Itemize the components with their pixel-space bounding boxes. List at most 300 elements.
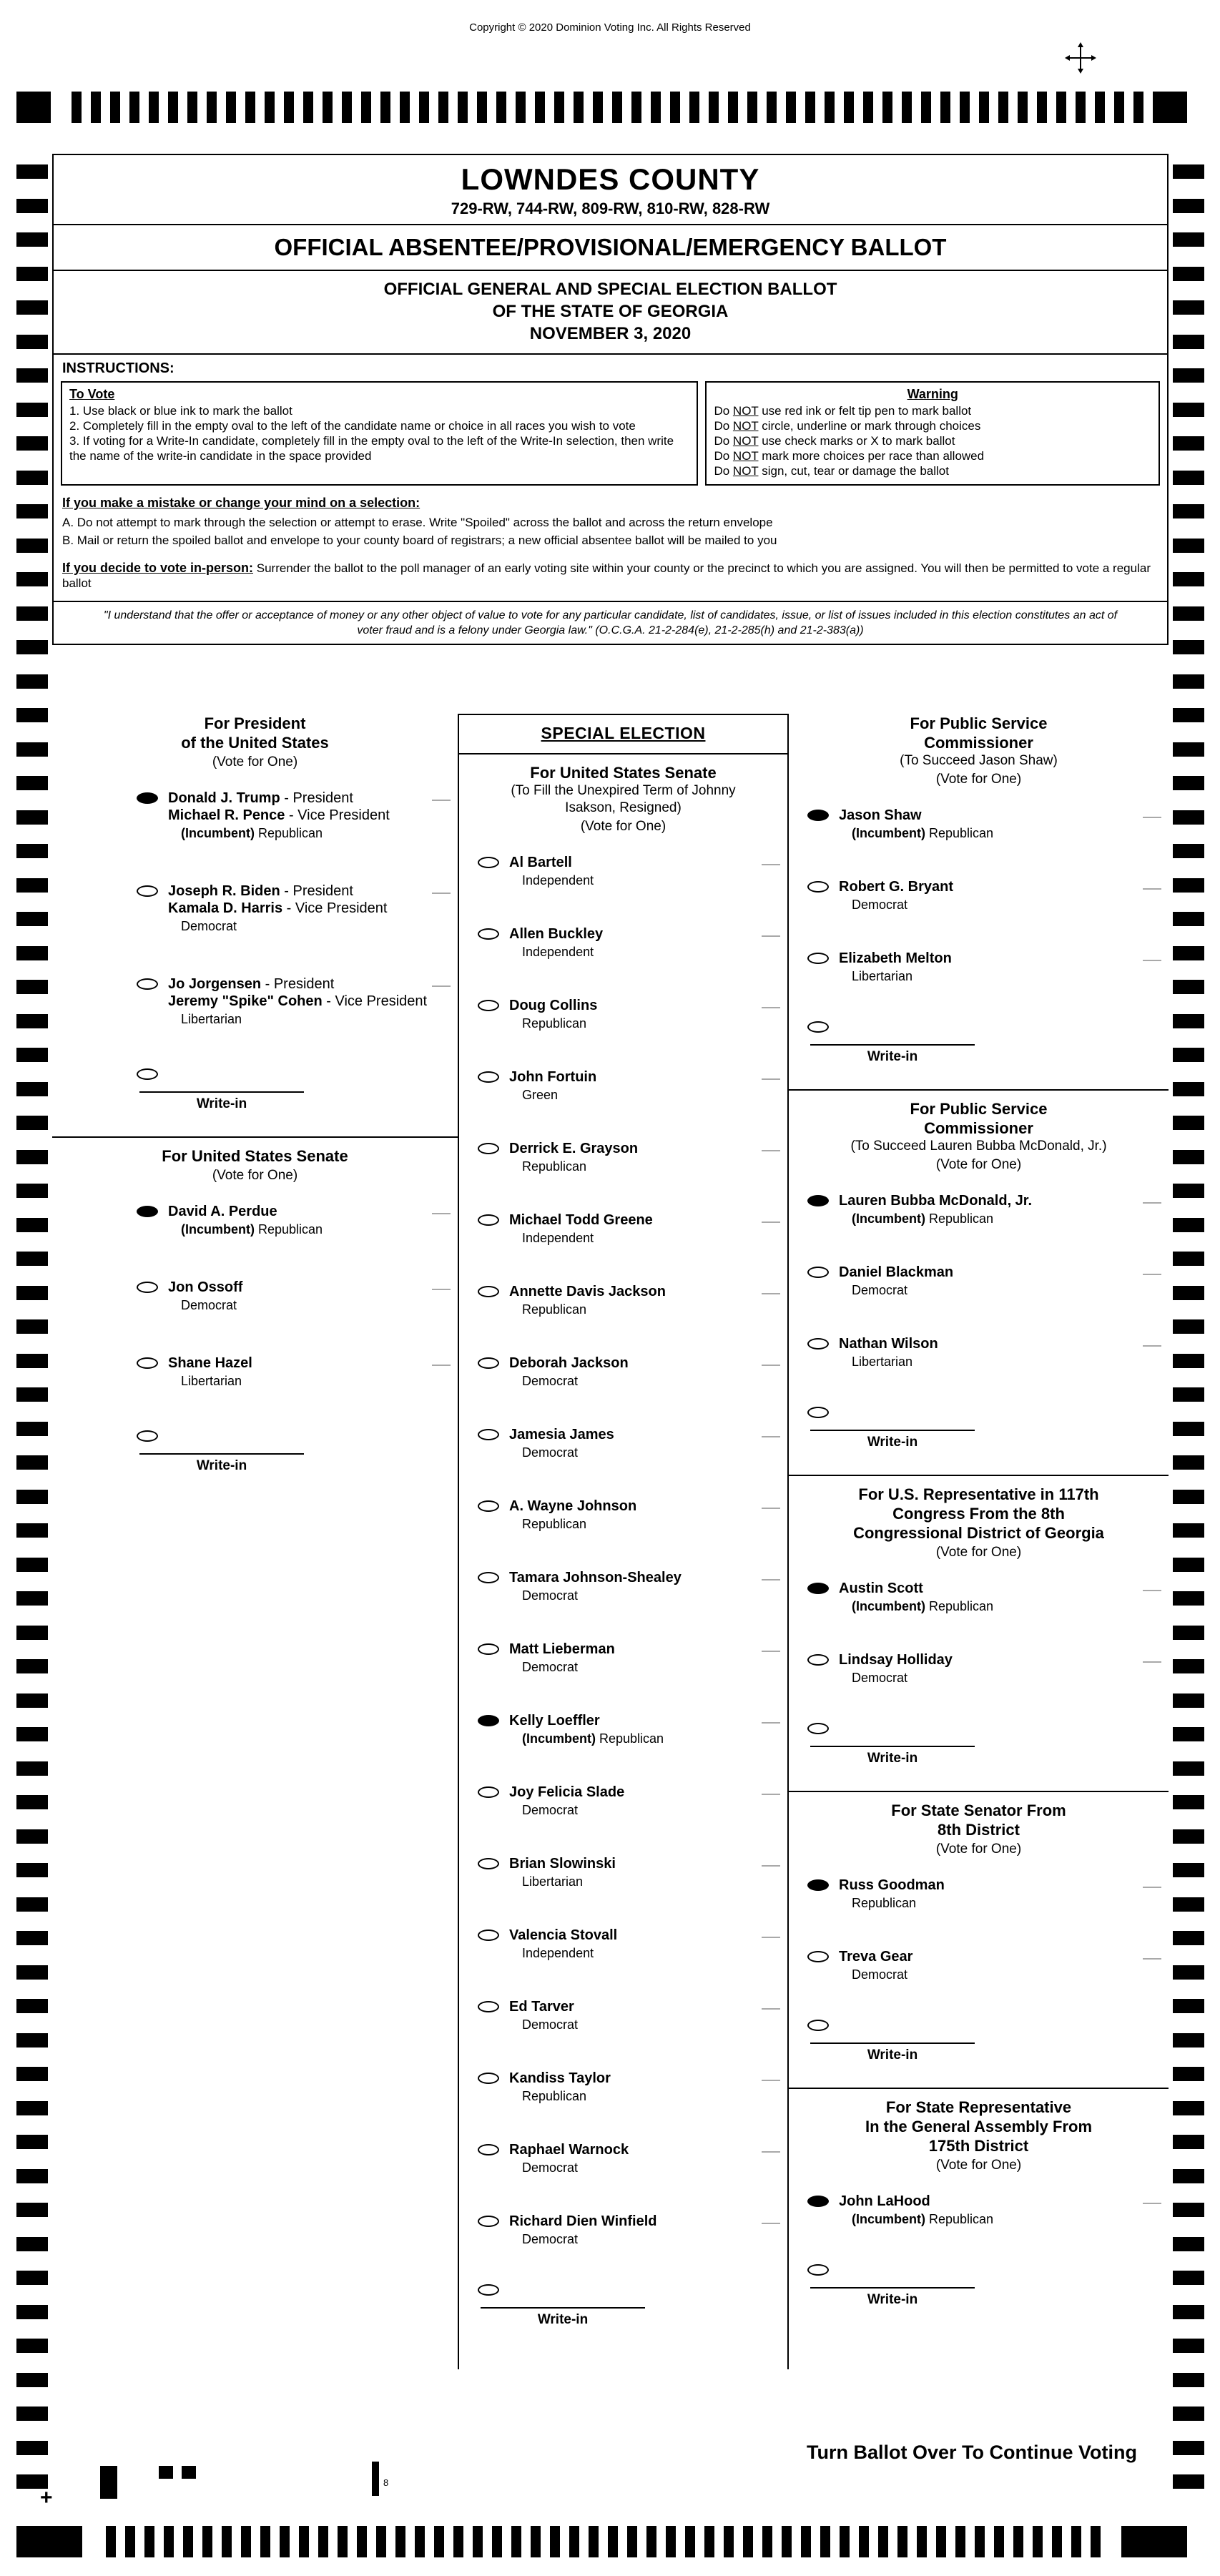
timing-mark [651,92,661,123]
ballot-oval[interactable] [478,1929,499,1941]
timing-mark [1173,199,1204,213]
candidate-name: Kelly Loeffler [509,1713,600,1729]
timing-mark [16,1354,48,1368]
timing-mark [16,2101,48,2115]
candidate-name: Shane Hazel [168,1355,252,1371]
timing-mark [16,300,48,315]
write-in-line[interactable] [810,2042,975,2044]
timing-mark [1173,2305,1204,2319]
warning-item: Do NOT circle, underline or mark through choices [714,419,981,433]
in-person-title: If you decide to vote in-person: [62,561,254,575]
candidate-party: (Incumbent) Republican [852,2212,994,2226]
timing-mark [627,2526,637,2557]
timing-mark [998,92,1008,123]
ballot-oval[interactable] [478,1500,499,1512]
timing-mark [902,92,912,123]
timing-mark [91,92,101,123]
candidate-name: Austin Scott [839,1580,923,1596]
timing-mark [1033,2526,1043,2557]
timing-mark [16,2305,48,2319]
candidate-text [839,1335,938,1370]
timing-mark [357,2526,367,2557]
candidate-row [478,1855,780,1889]
timing-mark [1076,92,1086,123]
contest [52,714,458,1112]
candidate-row [478,1068,780,1103]
candidate-text [509,2141,629,2176]
write-in-row [807,1407,1161,1450]
ballot-columns [52,714,1169,2369]
candidate-text [509,1355,629,1389]
ballot-oval[interactable] [137,978,158,990]
timing-mark [1173,471,1204,485]
write-in-label: Write-in [196,1458,247,1473]
candidate-party: Democrat [181,1298,237,1312]
candidate-name: Nathan Wilson [839,1336,938,1352]
candidate-party: (Incumbent) Republican [852,826,994,840]
timing-mark [1173,2237,1204,2251]
timing-mark [473,2526,483,2557]
candidate-list [52,790,458,1112]
candidate-row [478,997,780,1031]
candidate-party: Green [522,1088,559,1102]
ballot-oval-filled[interactable] [137,792,158,804]
candidate-name: Derrick E. Grayson [509,1141,639,1156]
candidate-party: Democrat [522,2160,579,2175]
candidate-row [807,1264,1161,1298]
ballot-oval[interactable] [478,1286,499,1297]
timing-mark [1091,2526,1101,2557]
contest-subtitle: Isakson, Resigned) [565,800,682,815]
timing-mark [16,844,48,858]
candidate-text [509,1068,596,1103]
timing-mark [168,92,178,123]
ballot-oval[interactable] [807,1654,829,1666]
write-in-label: Write-in [537,2312,589,2327]
candidate-row [807,1335,1161,1370]
candidate-row [807,1580,1161,1614]
timing-mark [767,92,777,123]
candidate-text [509,1998,578,2032]
timing-mark [1173,267,1204,281]
contest-title: In the General Assembly From [865,2118,1093,2135]
ballot-oval[interactable] [478,857,499,868]
timing-mark [16,436,48,451]
candidate-name: Jamesia James [509,1427,614,1442]
write-in-line[interactable] [810,2287,975,2289]
election-title-line-2: OF THE STATE OF GEORGIA [492,302,729,321]
candidate-list [789,2193,1169,2308]
timing-mark [1173,844,1204,858]
ballot-oval[interactable] [807,1951,829,1962]
contest-header [789,1099,1169,1174]
contest-title: 175th District [928,2137,1029,2155]
timing-mark [844,92,854,123]
ballot-oval-filled[interactable] [807,1583,829,1594]
election-title-line-1: OFFICIAL GENERAL AND SPECIAL ELECTION BALLOT [383,280,837,299]
candidate-party: Democrat [522,2232,579,2246]
ballot-oval[interactable] [478,1214,499,1226]
candidate-text [839,807,993,841]
write-in-label: Write-in [867,1049,918,1064]
timing-mark [260,2526,270,2557]
timing-mark [1173,2067,1204,2081]
candidate-party: Democrat [852,1671,908,1685]
write-in-oval[interactable] [807,1407,829,1418]
ballot-oval[interactable] [137,1357,158,1369]
ballot-oval[interactable] [137,885,158,897]
timing-mark [16,606,48,621]
candidate-name: Elizabeth Melton [839,950,952,966]
candidate-name: Brian Slowinski [509,1856,616,1872]
timing-mark [16,1218,48,1232]
timing-mark [1173,2101,1204,2115]
timing-mark [16,1014,48,1028]
timing-mark [728,92,738,123]
to-vote-title: To Vote [69,387,115,401]
write-in-line[interactable] [810,1746,975,1747]
candidate-row [478,1283,780,1317]
timing-mark [1173,1116,1204,1130]
candidate-name: Michael R. Pence - Vice President [168,807,390,823]
candidate-text [509,1498,636,1532]
candidate-list [789,1877,1169,2063]
timing-mark [531,2526,541,2557]
write-in-oval[interactable] [478,2284,499,2296]
timing-mark [1173,1490,1204,1504]
timing-mark [1173,946,1204,960]
timing-mark [878,2526,888,2557]
contest-title: For United States Senate [162,1147,348,1165]
ballot-oval-filled[interactable] [478,1715,499,1726]
print-mark [159,2466,173,2479]
timing-mark [16,2033,48,2047]
timing-mark [125,2526,135,2557]
ballot-oval[interactable] [478,1143,499,1154]
candidate-row [478,1140,780,1174]
candidate-party: (Incumbent) Republican [852,1599,994,1613]
timing-mark [511,2526,521,2557]
candidate-text [509,1283,666,1317]
ballot-oval[interactable] [478,2144,499,2155]
candidate-name: Lauren Bubba McDonald, Jr. [839,1193,1033,1209]
timing-mark [1173,368,1204,383]
timing-mark [1173,878,1204,893]
ballot-oval[interactable] [478,1000,499,1011]
timing-mark [16,2169,48,2183]
timing-mark [16,2067,48,2081]
write-in-label: Write-in [867,2047,918,2063]
candidate-text [168,1203,323,1237]
timing-mark [106,2526,116,2557]
candidate-row [478,1927,780,1961]
candidate-party: Independent [522,945,594,959]
registration-cross-icon [1064,41,1097,74]
candidate-name: Joseph R. Biden - President [168,883,353,899]
timing-mark [1173,403,1204,417]
timing-mark [16,1965,48,1980]
mistake-title: If you make a mistake or change your mind on a selection: [62,496,420,510]
ballot-oval[interactable] [807,953,829,964]
timing-mark [16,708,48,722]
ballot-oval[interactable] [478,1572,499,1583]
print-mark [182,2466,196,2479]
ballot-oval[interactable] [478,928,499,940]
timing-mark [303,92,313,123]
timing-mark [16,1558,48,1572]
ballot-column-2 [458,714,789,2369]
candidate-party: Independent [522,1231,594,1245]
timing-mark [16,1761,48,1776]
timing-mark [994,2526,1004,2557]
timing-mark [1114,92,1124,123]
write-in-line[interactable] [810,1044,975,1046]
candidate-row [137,790,451,841]
timing-mark [16,572,48,586]
timing-mark [361,92,371,123]
mistake-item: A. Do not attempt to mark through the selection or attempt to erase. Write "Spoiled" across the ballot and across the return envelope [62,516,773,529]
candidate-text [839,1192,1032,1226]
timing-mark [1173,1048,1204,1062]
write-in-box [810,1044,975,1065]
contest-title: For U.S. Representative in 117th [858,1485,1099,1503]
contest-title: For State Senator From [891,1801,1066,1819]
in-person-text: Surrender the ballot to the poll manager of an early voting site within your county or the precinct to which you are assigned. You will then be permitted to vote a regular ballot [62,561,1151,590]
timing-mark [1173,776,1204,790]
timing-mark [516,92,526,123]
felony-notice: "I understand that the offer or acceptance of money or any other object of value to vote for any particular candidate, list of candidates, issue, or list of issues included in this election constitutes an act of voter fraud and is a felony under Georgia law." (O.C.G.A. 21-2-284(e), 21-2-285(h) and 21-2-383(a)) [54,601,1167,644]
ballot-oval[interactable] [478,2073,499,2084]
timing-mark [1173,1829,1204,1844]
timing-mark [16,878,48,893]
ballot-oval[interactable] [807,1338,829,1350]
timing-mark [593,92,603,123]
candidate-row [807,2193,1161,2227]
ballot-oval[interactable] [137,1282,158,1293]
contest-subtitle: (To Succeed Lauren Bubba McDonald, Jr.) [850,1139,1107,1154]
vote-for-label: (Vote for One) [935,1842,1022,1857]
write-in-oval[interactable] [807,2020,829,2031]
ballot-oval[interactable] [478,1429,499,1440]
candidate-party: Libertarian [522,1874,584,1889]
write-in-row [137,1430,451,1474]
candidate-name: Annette Davis Jackson [509,1284,666,1299]
timing-mark [940,92,950,123]
timing-mark [1173,810,1204,825]
candidate-name: John Fortuin [509,1069,597,1085]
candidate-party: Democrat [852,898,908,912]
timing-mark [16,980,48,994]
contest-title: For Public Service [910,714,1048,732]
candidate-text [509,1641,615,1675]
write-in-oval[interactable] [137,1430,158,1442]
write-in-line[interactable] [139,1091,304,1093]
timing-mark [1173,1252,1204,1266]
timing-mark [1173,1523,1204,1538]
write-in-oval[interactable] [807,1723,829,1734]
candidate-text [168,975,427,1027]
write-in-row [807,1723,1161,1766]
candidate-party: Republican [522,2089,587,2103]
candidate-party: Republican [522,1016,587,1031]
timing-mark [1018,92,1028,123]
timing-mark [1173,1218,1204,1232]
ballot-oval-filled[interactable] [137,1206,158,1217]
vote-for-label: (Vote for One) [212,754,298,770]
timing-mark [1173,1455,1204,1470]
write-in-line[interactable] [810,1430,975,1431]
timing-mark [1173,1558,1204,1572]
timing-mark [16,912,48,926]
candidate-name: Jo Jorgensen - President [168,976,335,992]
candidate-text [839,1580,993,1614]
timing-mark [16,1116,48,1130]
candidate-name: Jason Shaw [839,807,922,823]
ballot-oval-filled[interactable] [807,2196,829,2207]
vote-for-label: (Vote for One) [935,1157,1022,1172]
print-mark [372,2462,379,2496]
candidate-text [509,925,603,960]
contest-title: 8th District [938,1821,1020,1839]
ballot-oval-filled[interactable] [807,1195,829,1206]
ballot-oval[interactable] [807,881,829,893]
timing-mark [1173,742,1204,757]
candidate-text [509,2213,657,2247]
write-in-row [807,2020,1161,2063]
candidate-text [509,1426,614,1460]
timing-mark [323,92,333,123]
ballot-oval[interactable] [478,1786,499,1798]
write-in-label: Write-in [196,1096,247,1111]
vote-for-label: (Vote for One) [580,819,666,834]
timing-mark [747,92,757,123]
candidate-text [839,1948,912,1982]
candidate-row [137,1279,451,1313]
timing-mark [1173,1354,1204,1368]
ballot-oval[interactable] [478,1357,499,1369]
timing-mark [299,2526,309,2557]
candidate-party: Democrat [852,1283,908,1297]
candidate-name: Deborah Jackson [509,1355,629,1371]
warning-item: Do NOT use check marks or X to mark ballot [714,434,955,448]
write-in-box [810,1430,975,1450]
timing-mark [921,92,931,123]
write-in-line[interactable] [481,2307,645,2309]
to-vote-item: 2. Completely fill in the empty oval to the left of the candidate name or choice in all races you wish to vote [69,419,636,433]
in-person-note [54,551,1167,601]
timing-mark [1121,2526,1187,2557]
write-in-line[interactable] [139,1453,304,1455]
timing-mark [709,92,719,123]
candidate-name: Jon Ossoff [168,1279,243,1295]
ballot-oval[interactable] [478,1643,499,1655]
candidate-row [478,2070,780,2104]
candidate-name: Al Bartell [509,855,572,870]
timing-mark [16,1184,48,1198]
candidate-list [789,1192,1169,1450]
ballot-oval[interactable] [478,1071,499,1083]
timing-mark [207,92,217,123]
timing-mark [1173,1693,1204,1708]
contest-header [789,1485,1169,1561]
section-header-label: SPECIAL ELECTION [541,724,706,742]
write-in-box [139,1091,304,1112]
timing-mark [16,742,48,757]
timing-mark [1173,1387,1204,1402]
timing-mark [1173,2474,1204,2489]
timing-mark [1173,232,1204,247]
to-vote-item: 1. Use black or blue ink to mark the ballot [69,404,292,418]
warning-item: Do NOT mark more choices per race than allowed [714,449,985,463]
timing-mark [1173,1626,1204,1640]
county-title: LOWNDES COUNTY [461,162,760,196]
timing-mark [16,403,48,417]
timing-mark [1173,1014,1204,1028]
print-mark [100,2466,117,2499]
contest [789,1089,1169,1450]
timing-mark [1173,1184,1204,1198]
ballot-oval[interactable] [807,1267,829,1278]
timing-mark [1173,1591,1204,1606]
ballot-oval-filled[interactable] [807,1879,829,1891]
write-in-oval[interactable] [807,2264,829,2276]
instructions-label: INSTRUCTIONS: [62,360,174,376]
candidate-text [168,883,387,934]
candidate-list [459,854,787,2328]
mistake-section [54,486,1167,548]
contest-header [789,1801,1169,1858]
timing-mark [825,92,835,123]
candidate-name: Matt Lieberman [509,1641,615,1657]
timing-mark [1173,1999,1204,2013]
candidate-text [839,2193,993,2227]
timing-mark [16,1795,48,1809]
candidate-list [789,1580,1169,1766]
candidate-row [807,878,1161,913]
candidate-party: Independent [522,1946,594,1960]
candidate-party: Democrat [522,1588,579,1603]
timing-mark [16,1897,48,1912]
write-in-oval[interactable] [137,1068,158,1080]
timing-mark [975,2526,985,2557]
candidate-party: Democrat [852,1967,908,1982]
contest [52,1136,458,1474]
contest-title: For State Representative [885,2098,1072,2116]
ballot-oval[interactable] [478,2216,499,2227]
candidate-name: David A. Perdue [168,1204,277,1219]
timing-mark [1173,1422,1204,1436]
timing-mark [689,92,699,123]
write-in-label: Write-in [867,1751,918,1766]
timing-mark [1173,300,1204,315]
timing-mark [589,2526,599,2557]
timing-mark [1013,2526,1023,2557]
ballot-oval[interactable] [478,2001,499,2012]
timing-mark [395,2526,405,2557]
ballot-oval-filled[interactable] [807,810,829,821]
timing-mark [840,2526,850,2557]
ballot-oval[interactable] [478,1858,499,1869]
candidate-name: Donald J. Trump - President [168,790,353,806]
write-in-row [478,2284,780,2328]
timing-mark [183,2526,193,2557]
timing-mark [1173,1795,1204,1809]
vote-for-label: (Vote for One) [935,2158,1022,2173]
ballot-column-1 [52,714,458,2369]
write-in-oval[interactable] [807,1021,829,1033]
timing-mark [72,92,82,123]
copyright-line: Copyright © 2020 Dominion Voting Inc. All Rights Reserved [469,21,751,34]
